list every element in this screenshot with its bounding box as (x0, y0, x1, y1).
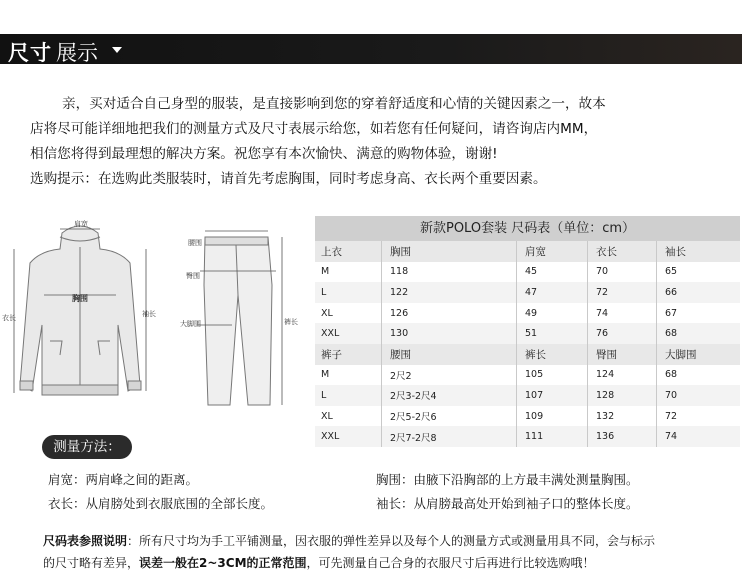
footer-text-2a: 的尺寸略有差异， (43, 556, 140, 570)
jacket-sketch (20, 226, 141, 395)
pants-sketch (204, 237, 272, 405)
note-length: 衣长：从肩膀处到衣服底围的全部长度。 (48, 496, 274, 511)
table-row (315, 365, 740, 386)
footer-text-1: ：所有尺寸均为手工平铺测量，因衣服的弹性差异以及每个人的测量方式或测量用具不同，会与标示 (127, 534, 656, 548)
size-table (315, 216, 740, 447)
footer-text-2b: 误差一般在2~3CM的正常范围 (139, 556, 307, 570)
table-cell: 裤长 (517, 344, 588, 365)
table-cell: 47 (517, 282, 588, 303)
table-cell: 大脚围 (657, 344, 741, 365)
note-chest: 胸围：由腋下沿胸部的上方最丰满处测量胸围。 (376, 472, 639, 487)
table-cell: L (315, 282, 382, 303)
table-cell: 2尺5-2尺6 (382, 406, 517, 427)
table-cell: 122 (382, 282, 517, 303)
table-cell: 肩宽 (517, 241, 588, 262)
label-pants-length: 裤长 (284, 318, 298, 326)
footer-text-2c: ，可先测量自己合身的衣服尺寸后再进行比较选购哦！ (306, 556, 595, 570)
table-cell: XXL (315, 323, 382, 344)
table-cell: XL (315, 406, 382, 427)
measure-method-badge: 测量方法： (42, 435, 132, 459)
garment-sketch (0, 215, 312, 445)
table-cell: 2尺3-2尺4 (382, 385, 517, 406)
note-sleeve: 袖长：从肩膀最高处开始到袖子口的整体长度。 (376, 496, 639, 511)
table-cell: 74 (657, 426, 741, 447)
table-cell: 2尺7-2尺8 (382, 426, 517, 447)
footer-label: 尺码表参照说明 (43, 534, 128, 548)
table-cell: XL (315, 303, 382, 324)
table-cell: 腰围 (382, 344, 517, 365)
table-cell: XXL (315, 426, 382, 447)
table-cell: 衣长 (588, 241, 657, 262)
intro-line-1: 亲，买对适合自己身型的服装，是直接影响到您的穿着舒适度和心情的关键因素之一，故本 (62, 96, 606, 112)
footer-line-1 (43, 530, 733, 552)
table-cell: 45 (517, 262, 588, 283)
table-cell: 136 (588, 426, 657, 447)
table-cell: 126 (382, 303, 517, 324)
table-cell: 袖长 (657, 241, 741, 262)
table-row (315, 385, 740, 406)
intro-text (30, 92, 720, 192)
label-sleeve: 袖长 (142, 310, 156, 318)
table-header-row-top (315, 241, 740, 262)
table-cell: 66 (657, 282, 741, 303)
label-shoulder: 肩宽 (74, 220, 88, 228)
table-cell: 118 (382, 262, 517, 283)
table-cell: 128 (588, 385, 657, 406)
table-cell: 70 (588, 262, 657, 283)
table-row (315, 323, 740, 344)
table-cell: 76 (588, 323, 657, 344)
table-cell: 130 (382, 323, 517, 344)
size-table-grid (315, 241, 740, 447)
label-length: 衣长 (2, 314, 16, 322)
table-cell: 70 (657, 385, 741, 406)
table-cell: 111 (517, 426, 588, 447)
note-shoulder: 肩宽：两肩峰之间的距离。 (48, 472, 199, 487)
header-title-bold: 尺寸 (8, 41, 52, 65)
table-cell: 72 (665, 410, 678, 422)
label-hip: 臀围 (186, 272, 200, 280)
table-cell: 107 (517, 385, 588, 406)
intro-line-2: 店将尽可能详细地把我们的测量方式及尺寸表展示给您，如若您有任何疑问，请咨询店内MM， (30, 121, 598, 137)
table-cell: 65 (665, 266, 678, 278)
table-cell: 72 (588, 282, 657, 303)
footer-line-2 (43, 552, 733, 574)
table-cell: 胸围 (382, 241, 517, 262)
measurement-illustration (0, 215, 312, 445)
table-cell: 上衣 (315, 241, 382, 262)
table-cell: 105 (517, 365, 588, 386)
table-cell: 132 (588, 406, 657, 427)
table-cell: 124 (588, 365, 657, 386)
table-row (315, 426, 740, 447)
table-cell: 裤子 (315, 344, 382, 365)
table-cell: 74 (588, 303, 657, 324)
table-cell: 臀围 (588, 344, 657, 365)
section-header (0, 34, 742, 64)
label-waist: 腰围 (188, 239, 202, 247)
table-cell: M (315, 365, 382, 386)
table-row (315, 262, 740, 283)
size-table-title: 新款POLO套装 尺码表（单位：cm） (315, 216, 740, 241)
table-cell: 68 (657, 323, 741, 344)
table-cell: 51 (517, 323, 588, 344)
table-cell: 109 (517, 406, 588, 427)
table-cell: 49 (517, 303, 588, 324)
table-row (315, 282, 740, 303)
table-header-row-pants (315, 344, 740, 365)
table-cell: L (315, 385, 382, 406)
label-thigh: 大脚围 (180, 320, 201, 328)
header-title-rest: 展示 (56, 41, 98, 65)
table-row (315, 406, 740, 427)
table-cell: 68 (665, 369, 678, 381)
table-cell: 2尺2 (382, 365, 517, 386)
footer-note (43, 530, 733, 574)
label-chest: 胸围 (72, 294, 88, 303)
caret-down-icon (112, 47, 122, 53)
table-cell: 67 (665, 307, 678, 319)
intro-line-3: 相信您将得到最理想的解决方案。祝您享有本次愉快、满意的购物体验，谢谢! (30, 146, 498, 162)
table-cell: M (315, 262, 382, 283)
intro-line-4: 选购提示：在选购此类服装时，请首先考虑胸围，同时考虑身高、衣长两个重要因素。 (30, 171, 547, 187)
table-row (315, 303, 740, 324)
